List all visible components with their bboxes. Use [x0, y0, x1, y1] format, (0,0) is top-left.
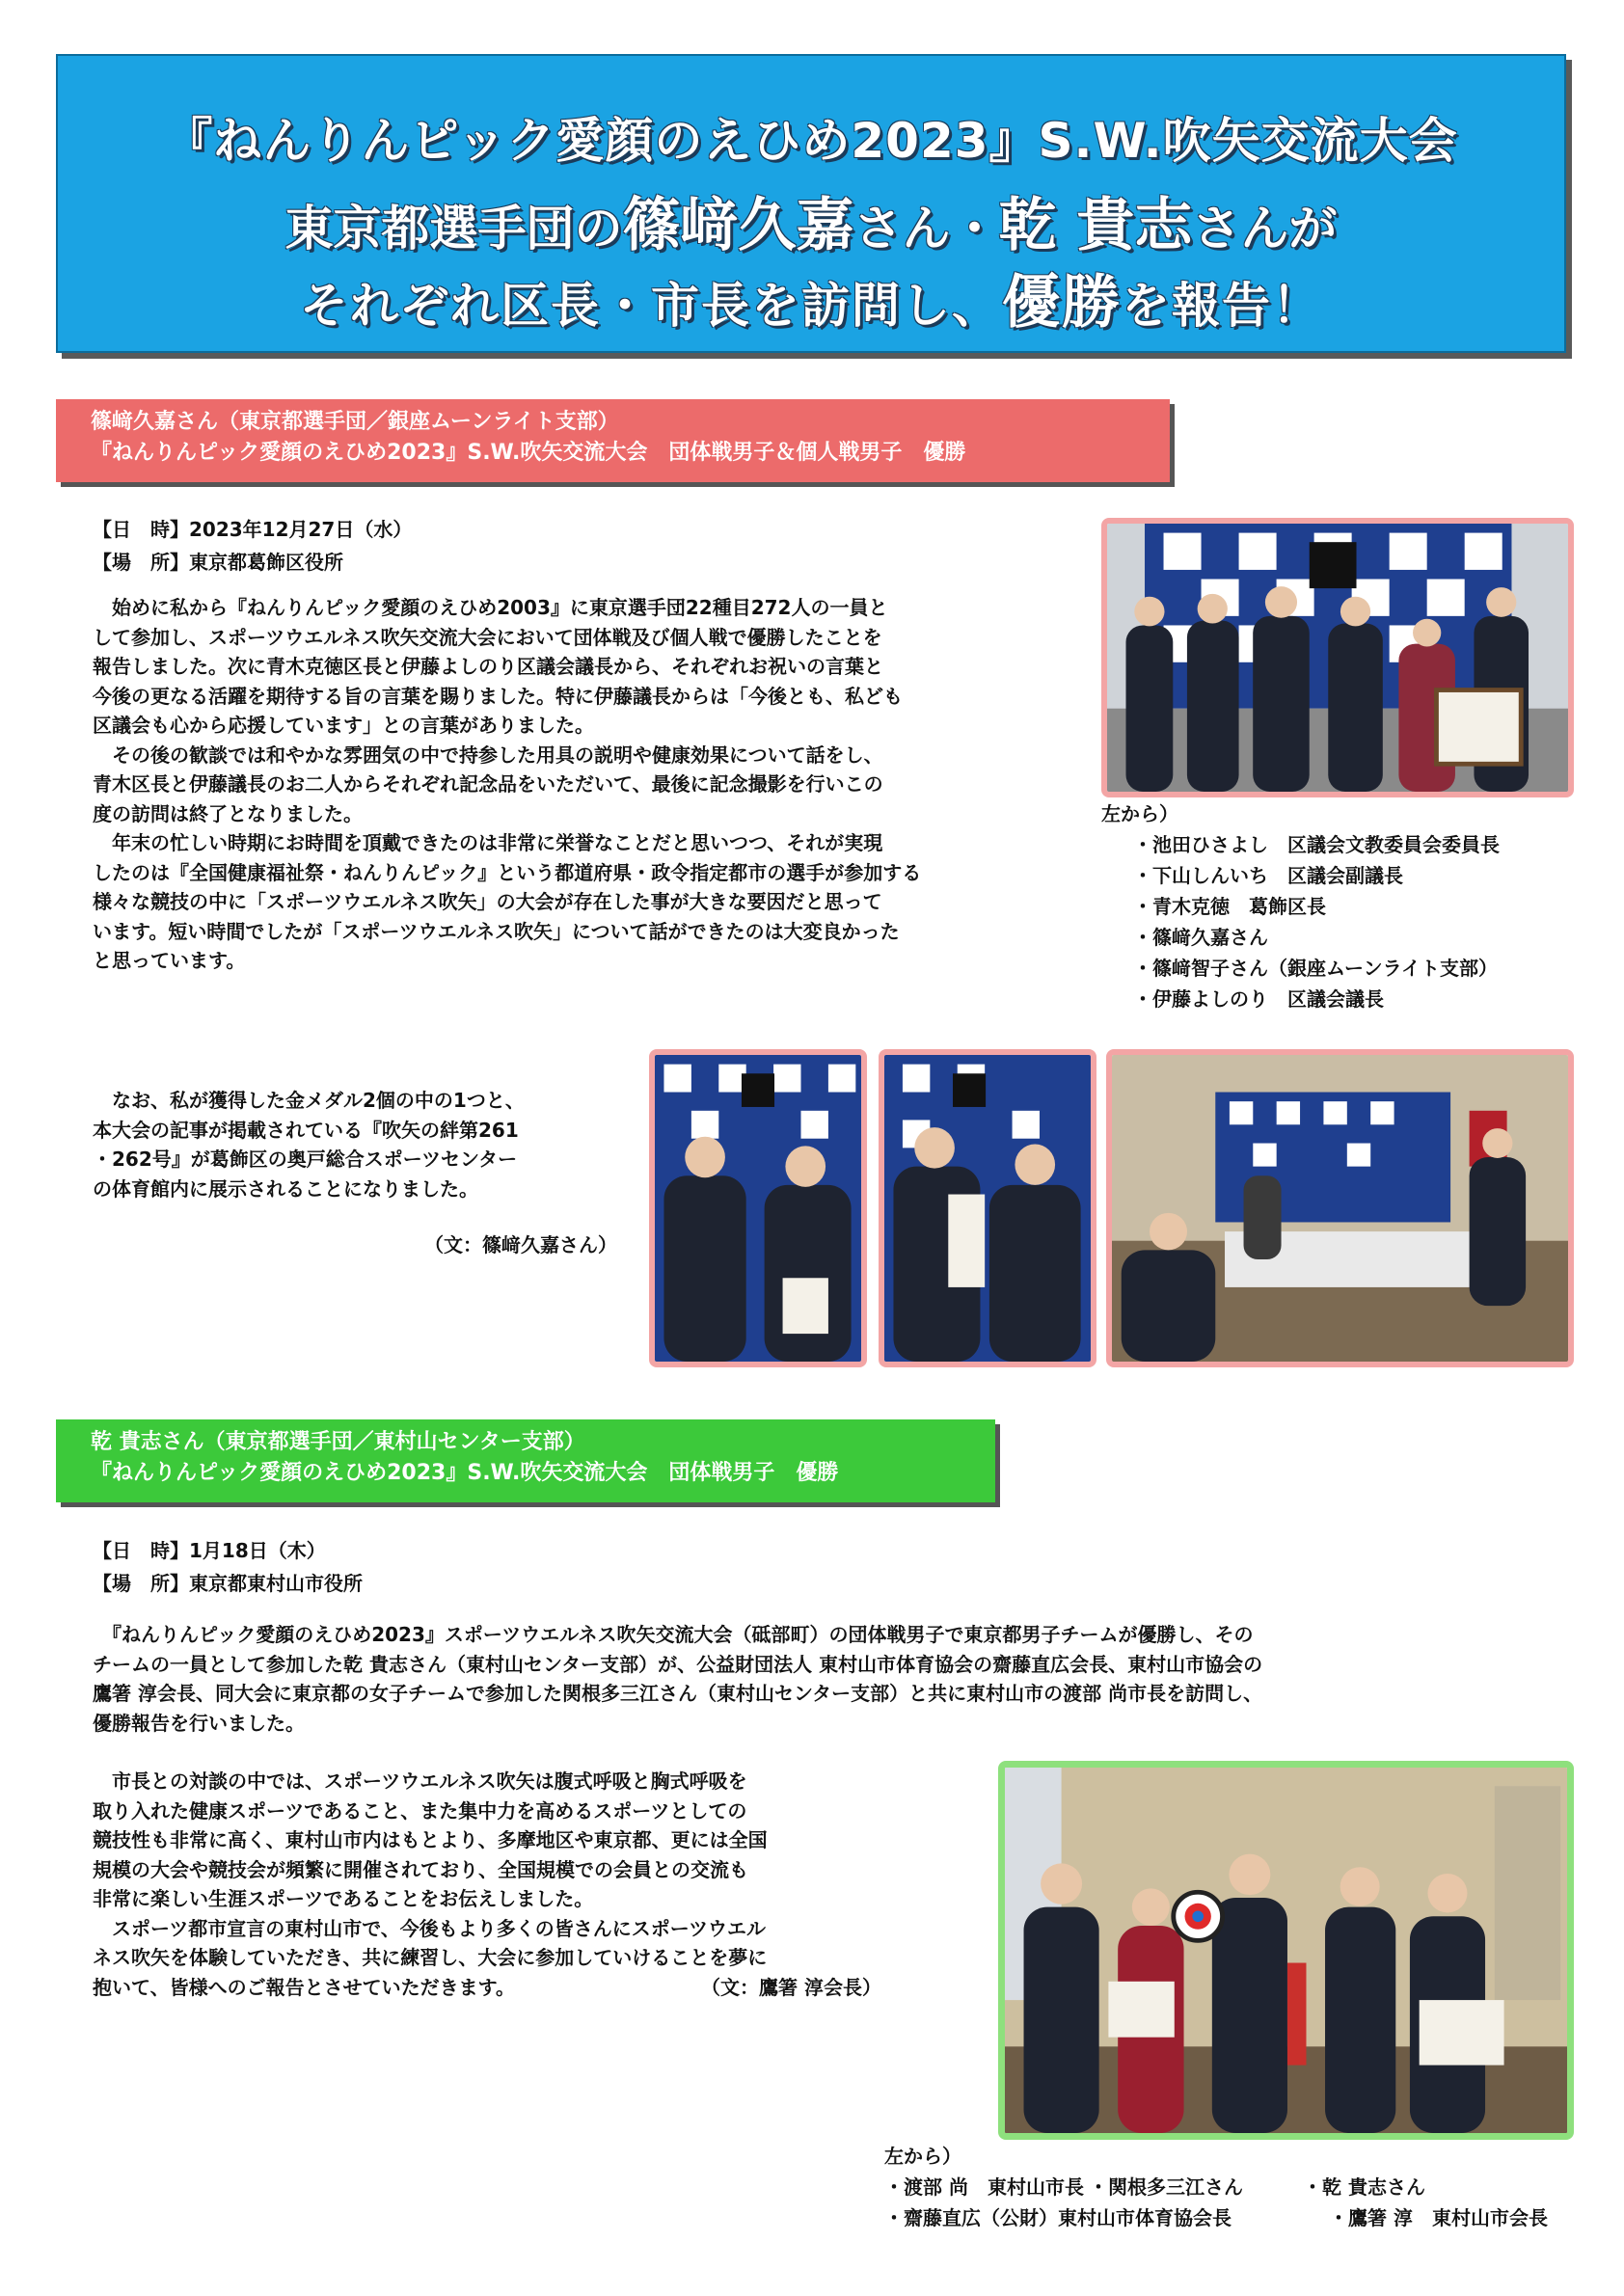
caption-title: 左から） — [884, 2145, 961, 2168]
photo-illustration — [655, 1055, 861, 1362]
caption-title: 左から） — [1101, 802, 1178, 825]
s2-narrow-line: ネス吹矢を体験していただき、共に練習し、大会に参加していけることを夢に — [93, 1946, 768, 1969]
caption-row-1 — [884, 2172, 1548, 2202]
caption-item: ・乾 貴志さん — [1303, 2175, 1425, 2199]
title-banner — [56, 54, 1566, 353]
s2-wide-line: 『ねんりんピック愛顔のえひめ2023』スポーツウエルネス吹矢交流大会（砥部町）の団体戦男子で東京都男子チームが優勝し、その — [93, 1623, 1254, 1646]
caption-item: ・篠﨑智子さん（銀座ムーンライト支部） — [1133, 957, 1498, 980]
section1-caption — [1101, 798, 1500, 1014]
caption-item: ・下山しんいち 区議会副議長 — [1133, 864, 1403, 887]
section1-photo-two-men — [649, 1049, 867, 1367]
section2-body-narrow — [93, 1767, 768, 2002]
s1-line: その後の歓談では和やかな雰囲気の中で持参した用具の説明や健康効果について話をし、 — [93, 743, 883, 767]
s2-narrow-line: 取り入れた健康スポーツであること、また集中力を高めるスポーツとしての — [93, 1798, 747, 1823]
s1-line: 年末の忙しい時期にお時間を頂戴できたのは非常に栄誉なことだと思いつつ、それが実現 — [93, 831, 883, 854]
section1-body — [93, 593, 921, 976]
section1-group-photo — [1101, 518, 1574, 797]
s1-line: したのは『全国健康福祉祭・ねんりんピック』という都道府県・政令指定都市の選手が参加する — [93, 860, 922, 884]
s2-narrow-line: 市長との対談の中では、スポーツウエルネス吹矢は腹式呼吸と胸式呼吸を — [93, 1769, 747, 1793]
photo-illustration — [1112, 1055, 1568, 1362]
s1-line: 度の訪問は終了となりました。 — [93, 801, 363, 825]
section1-body-short — [93, 1086, 525, 1203]
section2-body-wide — [93, 1620, 1262, 1738]
section1-place: 【場 所】東京都葛飾区役所 — [93, 551, 343, 574]
s2-wide-line: 鷹箸 淳会長、同大会に東京都の女子チームで参加した関根多三江さん（東村山センター支部）と共に東村山市の渡部 尚市長を訪問し、 — [93, 1682, 1263, 1705]
caption-item: ・青木克徳 葛飾区長 — [1133, 895, 1326, 918]
caption-item: ・鷹箸 淳 東村山市会長 — [1329, 2206, 1548, 2229]
section1-header-bar — [56, 399, 1170, 482]
s1-line: と思っています。 — [93, 949, 246, 972]
s1-line: して参加し、スポーツウエルネス吹矢交流大会において団体戦及び個人戦で優勝したことを — [93, 625, 882, 649]
s1-line: います。短い時間でしたが「スポーツウエルネス吹矢」について話ができたのは大変良かった — [93, 919, 900, 943]
s2-narrow-line: スポーツ都市宣言の東村山市で、今後もより多くの皆さんにスポーツウエル — [93, 1916, 766, 1940]
section1-date: 【日 時】2023年12月27日（水） — [93, 518, 413, 541]
s1-line: 青木区長と伊藤議長のお二人からそれぞれ記念品をいただいて、最後に記念撮影を行いこの — [93, 772, 883, 796]
caption-row-2 — [884, 2202, 1548, 2233]
section1-meta — [93, 513, 412, 579]
section2-caption — [884, 2141, 1548, 2233]
photo-illustration — [884, 1055, 1091, 1362]
s2-wide-line: 優勝報告を行いました。 — [93, 1711, 305, 1735]
section1-photo-meeting — [1106, 1049, 1574, 1367]
caption-item: ・齋藤直広（公財）東村山市体育協会長 — [884, 2206, 1232, 2229]
section1-photo-presentation — [879, 1049, 1096, 1367]
s2-wide-line: チームの一員として参加した乾 貴志さん（東村山センター支部）が、公益財団法人 東村山市体育協会の齋藤直広会長、東村山市協会の — [93, 1652, 1263, 1676]
section2-author: （文：鷹箸 淳会長） — [701, 1976, 881, 1999]
caption-item: ・渡部 尚 東村山市長 — [884, 2175, 1084, 2199]
s1-line: 今後の更なる活躍を期待する旨の言葉を賜りました。特に伊藤議長からは「今後とも、私ども — [93, 684, 903, 708]
section2-date: 【日 時】1月18日（木） — [93, 1539, 326, 1562]
caption-item: ・池田ひさよし 区議会文教委員会委員長 — [1133, 833, 1500, 856]
s1-line: 報告しました。次に青木克徳区長と伊藤よしのり区議会議長から、それぞれお祝いの言葉と — [93, 655, 883, 678]
caption-item: ・関根多三江さん — [1089, 2175, 1243, 2199]
title-line-3: それぞれ区長・市長を訪問し、優勝を報告！ — [300, 269, 1322, 337]
s2-narrow-line: 規模の大会や競技会が頻繁に開催されており、全国規模での会員との交流も — [93, 1857, 748, 1881]
s2-narrow-line: 抱いて、皆様へのご報告とさせていただきます。 — [93, 1975, 515, 1999]
s1-short-line: ・262号』が葛飾区の奥戸総合スポーツセンター — [93, 1148, 518, 1171]
section2-meta — [93, 1534, 363, 1600]
caption-item: ・篠﨑久嘉さん — [1133, 926, 1268, 949]
group-photo-illustration — [1107, 524, 1568, 792]
s1-short-line: なお、私が獲得した金メダル2個の中の1つと、 — [93, 1089, 525, 1112]
section2-place: 【場 所】東京都東村山市役所 — [93, 1572, 363, 1595]
title-line-1: 『ねんりんピック愛顔のえひめ2023』S.W.吹矢交流大会 — [164, 113, 1458, 169]
s1-short-line: の体育館内に展示されることになりました。 — [93, 1176, 478, 1201]
s1-line: 始めに私から『ねんりんピック愛顔のえひめ2003』に東京選手団22種目272人の一員と — [93, 596, 888, 619]
s1-line: 区議会も心から応援しています」との言葉がありました。 — [93, 714, 594, 737]
s2-narrow-line: 非常に楽しい生涯スポーツであることをお伝えしました。 — [93, 1887, 594, 1910]
s1-short-line: 本大会の記事が掲載されている『吹矢の絆第261 — [93, 1118, 519, 1142]
title-line-2: 東京都選手団の篠﨑久嘉さん・乾 貴志さんが — [284, 192, 1338, 259]
s1-line: 様々な競技の中に「スポーツウエルネス吹矢」の大会が存在した事が大きな要因だと思って — [93, 890, 882, 913]
section1-bar-line1: 篠﨑久嘉さん（東京都選手団／銀座ムーンライト支部） — [91, 410, 619, 434]
caption-item: ・伊藤よしのり 区議会議長 — [1133, 987, 1384, 1011]
section2-bar-line1: 乾 貴志さん（東京都選手団／東村山センター支部） — [91, 1430, 585, 1454]
section1-author: （文：篠﨑久嘉さん） — [424, 1233, 617, 1256]
group-photo-illustration — [1005, 1768, 1567, 2133]
section1-bar-line2: 『ねんりんピック愛顔のえひめ2023』S.W.吹矢交流大会 団体戦男子＆個人戦男子 優勝 — [91, 441, 966, 465]
s2-narrow-line: 競技性も非常に高く、東村山市内はもとより、多摩地区や東京都、更には全国 — [93, 1828, 768, 1851]
section2-group-photo — [998, 1761, 1574, 2140]
section2-bar-line2: 『ねんりんピック愛顔のえひめ2023』S.W.吹矢交流大会 団体戦男子 優勝 — [91, 1461, 839, 1485]
section2-header-bar — [56, 1419, 995, 1502]
